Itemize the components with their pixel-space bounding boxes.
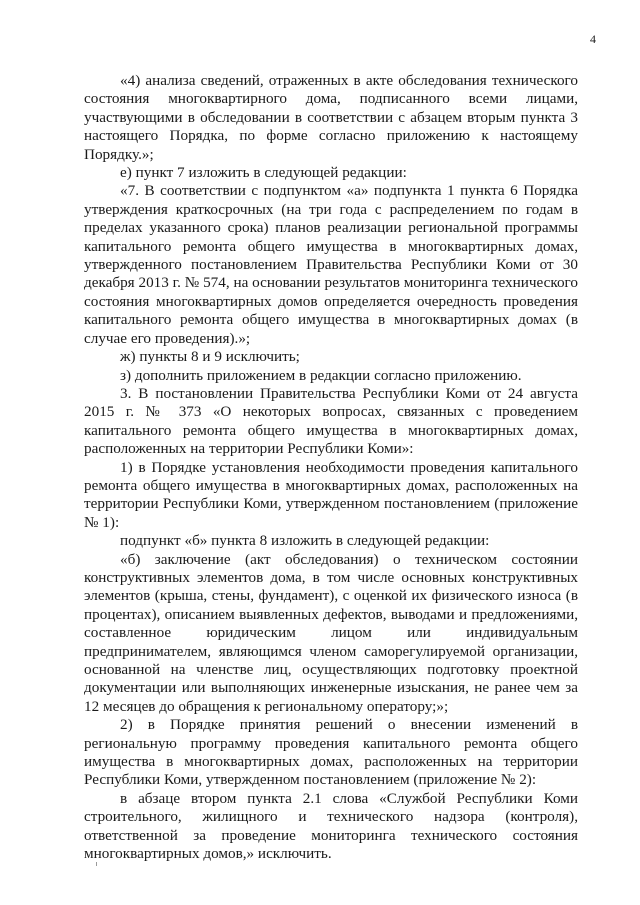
page-number: 4 [590,32,596,46]
paragraph-item-e-heading: е) пункт 7 изложить в следующей редакции: [120,164,407,182]
paragraph-subpoint-b-text: «б) заключение (акт обследования) о техническом состоянии конструктивных элементов дома, в том числе основных конструктивных элементов (крыша, стены, фундамент), с оценкой их физического износа (в процентах), описанием выявленных дефектов, выводами и предложениями, составленное юридическим лицом или индивидуальным предпринимателем, являющимся членом саморегулируемой организации, основанной на членстве лиц, осуществляющих подготовку проектной документации или выполняющих инженерные изыскания, не ранее чем за 12 месяцев до обращения к региональному оператору;»; [84,550,578,715]
document-body [84,72,578,863]
paragraph-item-z: з) дополнить приложением в редакции согласно приложению. [120,366,522,384]
paragraph-item-zh: ж) пункты 8 и 9 исключить; [120,348,300,366]
paragraph-point-7-text: «7. В соответствии с подпунктом «а» подпункта 1 пункта 6 Порядка утверждения краткосрочных (на три года с распределением по годам в пределах указанного срока) планов реализации региональной программы капитального ремонта общего имущества в многоквартирных домах, утвержденного постановлением Правительства Республики Коми от 30 декабря 2013 г. № 574, на основании результатов мониторинга технического состояния многоквартирных домов определяется очередность проведения капитального ремонта общего имущества в многоквартирных домах (в случае его проведения).»; [84,182,578,347]
paragraph-item-4-analysis: «4) анализа сведений, отраженных в акте обследования технического состояния многоквартирного дома, подписанного всеми лицами, участвующими в обследовании в соответствии с абзацем вторым пункта 3 настоящего Порядка, по форме согласно приложению к настоящему Порядку.»; [84,72,578,163]
paragraph-subpoint-b-heading: подпункт «б» пункта 8 изложить в следующей редакции: [120,532,490,550]
paragraph-section-3-item-2: 2) в Порядке принятия решений о внесении изменений в региональную программу проведения капитального ремонта общего имущества в многоквартирных домах, расположенных на территории Республики Коми, утвержденном постановлением (приложение № 2): [84,716,578,789]
paragraph-section-3: 3. В постановлении Правительства Республики Коми от 24 августа 2015 г. № 373 «О некоторых вопросах, связанных с проведением капитального ремонта общего имущества в многоквартирных домах, расположенных на территории Республики Коми»: [84,384,578,458]
scan-speck [96,862,97,866]
paragraph-clause-2-1-text: в абзаце втором пункта 2.1 слова «Службой Республики Коми строительного, жилищного и технического надзора (контроля), ответственной за проведение мониторинга технического состояния многоквартирных домов,» исключить. [84,789,578,863]
paragraph-section-3-item-1: 1) в Порядке установления необходимости проведения капитального ремонта общего имущества в многоквартирных домах, расположенных на территории Республики Коми, утвержденном постановлением (приложение № 1): [84,458,578,531]
